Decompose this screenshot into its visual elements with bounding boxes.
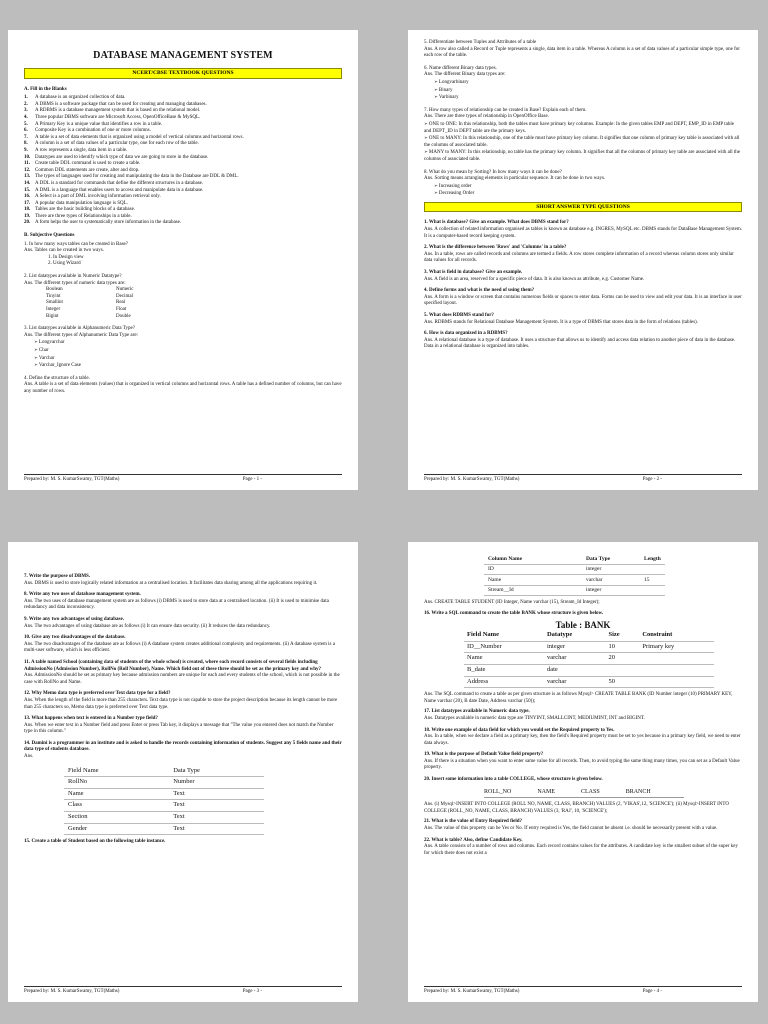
item-text: Tables are the basic building blocks of a database. [35, 207, 136, 213]
item-text: The types of languages used for creating and manipulating the data in the Database are DDL & DML. [35, 174, 239, 180]
item-text: A DBMS is a software package that can be used for creating and managing databases. [35, 101, 207, 107]
table-header: Field Name [64, 766, 169, 777]
list-item [24, 181, 342, 188]
table-cell: ID [484, 564, 582, 575]
table-cell: date [544, 664, 606, 676]
table-cell: 50 [606, 676, 640, 688]
item-text: There are three types of Relationships in a table. [35, 213, 132, 219]
qa-item [24, 574, 342, 587]
type-item: Smallint [46, 300, 63, 306]
table-cell: varchar [582, 575, 640, 586]
table-row [464, 676, 714, 688]
question: 8. What do you mean by Sorting? In how many ways it can be done? [424, 169, 562, 175]
footer-author: Prepared by: M. S. KumarSwamy, TGT(Maths) [424, 477, 520, 483]
list-item: ➢ Binary [434, 87, 742, 95]
relationship-list [424, 121, 742, 164]
table-cell: Text [169, 788, 264, 800]
qa-item [424, 313, 742, 326]
page-4 [408, 542, 758, 1002]
item-number: 16. [24, 194, 31, 200]
footer-author: Prepared by: M. S. KumarSwamy, TGT(Maths) [24, 989, 120, 995]
item-text: Create table DDL command is used to create a table. [35, 161, 141, 167]
list-item: ➢ Longvarchar [34, 339, 342, 347]
item-number: 11. [24, 161, 30, 167]
table-cell: 15 [640, 575, 665, 586]
section-heading: B. Subjective Questions [24, 233, 75, 239]
question: 8. Write any two uses of database management system. [24, 592, 141, 598]
qa-item [424, 728, 742, 748]
table-cell [606, 664, 640, 676]
binary-types-list [424, 79, 742, 102]
page-number: Page - 4 - [642, 989, 662, 995]
answer: Ans. The SQL command to create a table as per given structure is as follows Mysql> CREATE TABLE BANK (ID Number integer (10) PRIMARY KEY, Name varchar (20), B date Date, Address varchar (50)); [424, 692, 733, 704]
question: 22. What is table? Also, define Candidate Key. [424, 837, 523, 843]
answer: Ans. A table consists of a number of rows and columns. Each record contains values for the attributes. A candidate key is the smallest subset of the super key for which there does not exist a [424, 844, 738, 856]
question: 16. Write a SQL command to create the table BANK whose structure is given below. [424, 610, 604, 616]
table-row [484, 585, 665, 596]
list-item [24, 201, 342, 208]
item-text: A database is an organized collection of data. [35, 95, 126, 101]
college-col: CLASS [581, 788, 600, 795]
column-table [484, 554, 665, 596]
question: 17. List datatypes available in Numeric data type. [424, 709, 530, 715]
college-col: BRANCH [625, 788, 651, 795]
table-cell: Name [64, 788, 169, 800]
table-header: Size [606, 630, 640, 641]
table-cell: 20 [606, 653, 640, 665]
item-number: 5. [24, 121, 28, 127]
item-number: 18. [24, 207, 31, 213]
table-cell: Name [484, 575, 582, 586]
type-item: Tinyint [46, 293, 61, 299]
list-item: ➢ Longvarbinary [434, 79, 742, 87]
question: 19. What is the purpose of Default Value field property? [424, 752, 544, 758]
page-number: Page - 3 - [242, 989, 262, 995]
item-number: 9. [24, 147, 28, 153]
table-cell: 10 [606, 641, 640, 653]
table-header: Length [640, 554, 665, 564]
item-number: 19. [24, 213, 31, 219]
table-cell: Name [464, 653, 544, 665]
item-number: 6. [24, 128, 28, 134]
table-header: Field Name [464, 630, 544, 641]
section-heading: A. Fill in the Blanks [24, 86, 67, 92]
answer: Ans. A collection of related information organised as tables is known as database e.g. INGRES, MySQL etc. DBMS stands for DataBase Management System. It is a computer-based record keeping system. [424, 227, 742, 239]
question: 12. Why Memo data type is preferred over Text data type for a field? [24, 691, 171, 697]
list-item [24, 194, 342, 201]
question: 7. How many types of relationship can be created in Base? Explain each of them. [424, 107, 587, 113]
table-row [64, 823, 264, 835]
table-row [64, 788, 264, 800]
page-2 [408, 30, 758, 490]
list-item: ➢ Varchar [34, 355, 342, 363]
item-number: 13. [24, 174, 31, 180]
item-text: A form helps the user to systematically store information in the database. [35, 220, 182, 226]
item-number: 4. [24, 114, 28, 120]
list-item: ➢ Varbinary [434, 94, 742, 102]
answer: Ans. The different types of numeric data types are: [24, 280, 126, 286]
list-item: ➢ Varchar_Ignore Case [34, 362, 342, 370]
list-item [24, 122, 342, 129]
page-3 [8, 542, 358, 1002]
list-item: ➢ MANY to MANY: In this relationship, no table has the primary key column. It signifies that all the columns of primary key table are associated with all the columns of associated table. [424, 149, 742, 163]
list-item: ➢ ONE to ONE: In this relationship, both the tables must have primary key columns. Example: In the given tables EMP and DEPT, EMP_ID in EMP table and DEPT_ID in DEPT table are the primary keys. [424, 121, 742, 135]
question: 3. What is field in database? Give an example. [424, 270, 523, 276]
question: 14. Damini is a programmer in an institute and is asked to handle the records containing information of students. Suggest any 5 fields name and their data type of students database. [24, 740, 342, 753]
page-number: Page - 1 - [242, 477, 262, 483]
table-header: Column Name [484, 554, 582, 564]
item-text: A Primary Key is a unique value that identifies a row in a table. [35, 121, 163, 127]
answer: Ans. (i) Mysql>INSERT INTO COLLEGE (ROLL NO, NAME, CLASS, BRANCH) VALUES (2, 'VIKAS',12, 'SCIENCE'); (ii) Mysql>INSERT INTO COLLEGE (ROLL_NO, NAME, CLASS, BRANCH) VALUES (3, 'RAJ', 10, 'SCIENCE'); [424, 802, 729, 814]
item-number: 3. [24, 108, 28, 114]
list-item [24, 102, 342, 109]
table-cell: RollNo [64, 777, 169, 789]
qa-item [24, 660, 342, 686]
fill-blanks-list [24, 95, 342, 227]
list-item [24, 174, 342, 181]
table-cell: Text [169, 823, 264, 835]
question: 21. What is the value of Entry Required field? [424, 819, 523, 825]
item-number: 20. [24, 220, 31, 226]
table-cell [639, 664, 714, 676]
table-cell: Text [169, 812, 264, 824]
qa-item [24, 716, 342, 736]
item-text: A table is a set of data elements that is organized using a model of vertical columns and horizontal rows. [35, 134, 244, 140]
table-header-row [464, 630, 714, 641]
answer: Ans. The different Binary data types are: [424, 72, 506, 78]
college-col: NAME [537, 788, 556, 795]
question: 5. What does RDBMS stand for? [424, 313, 494, 318]
answer: Ans. The value of this property can be Yes or No. If entry required is Yes, the field cannot be absent i.e. should be necessarily present with a value. [424, 826, 718, 832]
answer: Ans. RDBMS stands for Relational Database Management System. It is a type of DBMS that stores data in the form of relations (tables). [424, 319, 698, 325]
short-answer-list [424, 220, 742, 351]
college-columns [484, 789, 684, 799]
table-header-row [64, 766, 264, 777]
list-item [24, 115, 342, 122]
item-number: 17. [24, 200, 31, 206]
question: 13. What happens when text is entered in a Number type field? [24, 716, 158, 722]
question: 10. Give any two disadvantages of the database. [24, 635, 126, 641]
item-text: A DDL is a standard for commands that define the different structures in a database. [35, 180, 204, 186]
table-cell: integer [582, 564, 640, 575]
list-item [24, 188, 342, 195]
table-cell: Section [64, 812, 169, 824]
answer: Ans. A relational database is a type of database. It uses a structure that allows us to identify and access data relation to another piece of data in the database. Data in a relational database is organized into tables. [424, 337, 736, 350]
question: 5. Differentiate between Tuples and Attributes of a table [424, 40, 537, 45]
answer: Ans. When we enter text in a Number field and press Enter or press Tab key, it displays a message that "The value you entered does not match the Number type in this column." [24, 722, 334, 735]
table-cell: varchar [544, 653, 606, 665]
type-item: Double [116, 313, 131, 319]
question: 18. Write one example of data field for which you would set the Required property to Yes. [424, 727, 615, 733]
item-number: 7. [24, 134, 28, 140]
page-footer [24, 474, 342, 484]
table-row [64, 800, 264, 812]
type-item: Bigint [46, 313, 59, 319]
qa-item [424, 838, 742, 858]
table-cell [640, 564, 665, 575]
list-item [24, 141, 342, 148]
answer: Ans. The two uses of database management system are as follows (i) DBMS is used to store data at a centralised location. (ii) It is used to minimise data redundancy and data inconsistency. [24, 598, 329, 611]
item-text: A popular data manipulation language is SQL. [35, 200, 128, 206]
table-header-row [484, 554, 665, 564]
qa-item [24, 635, 342, 655]
list-item [24, 148, 342, 155]
list-item [24, 214, 342, 221]
answer: Ans. There are three types of relationship in OpenOffice Base. [424, 114, 549, 120]
answer: Ans. A table is a set of data elements (values) that is organized in vertical columns and horizontal rows. A table has a defined number of columns, but can have any number of rows. [24, 382, 342, 394]
item-number: 2. [24, 101, 28, 107]
qa-item [424, 777, 742, 784]
page-1 [8, 30, 358, 490]
page-number: Page - 2 - [642, 477, 662, 483]
list-item [24, 220, 342, 227]
student-fields-table [64, 766, 264, 836]
qa-item [424, 331, 742, 351]
question: 20. Insert some information into a table COLLEGE, whose structure is given below. [424, 777, 603, 783]
footer-author: Prepared by: M. S. KumarSwamy, TGT(Maths) [424, 989, 520, 995]
answer: Ans. The two disadvantages of the database are as follows (i) A database system creates additional complexity and requirements. (ii) A database system is a multi-user software, which is less efficient. [24, 641, 335, 654]
page-footer [24, 986, 342, 996]
table-cell: Text [169, 800, 264, 812]
list-item [24, 108, 342, 115]
table-cell: Gender [64, 823, 169, 835]
qa-item [424, 270, 742, 283]
section-band: NCERT/CBSE TEXTBOOK QUESTIONS [24, 68, 342, 79]
question: 2. What is the difference between 'Rows' and 'Columns' in a table? [424, 245, 567, 251]
bank-table-title: Table : BANK [555, 619, 611, 630]
item-text: A DML is a language that enables users to access and manipulate data in a database. [35, 187, 204, 193]
table-cell: Address [464, 676, 544, 688]
qa-item [424, 819, 742, 832]
list-item: ➢ Char [34, 347, 342, 355]
question: 4. Define forms and what is the need of using them? [424, 288, 535, 294]
qa-item [24, 617, 342, 630]
qa-item [424, 245, 742, 265]
question: 3. List datatypes available in Alphanumeric Data Type? [24, 326, 135, 332]
table-row [484, 564, 665, 575]
item-number: 10. [24, 154, 31, 160]
answer-list [48, 255, 342, 268]
table-header: Datatype [544, 630, 606, 641]
item-text: Composite Key is a combination of one or more columns. [35, 128, 151, 134]
page-footer [424, 474, 742, 484]
item-text: A Select is a part of DML involving information retrieval only. [35, 194, 161, 200]
table-cell: integer [582, 585, 640, 596]
table-row [64, 812, 264, 824]
list-item [24, 95, 342, 102]
bank-table [464, 630, 714, 688]
list-item: 2. Using Wizard [48, 261, 81, 267]
table-cell: B_date [464, 664, 544, 676]
type-item: Numeric [116, 287, 134, 293]
qa-item [24, 691, 342, 711]
document-title: DATABASE MANAGEMENT SYSTEM [93, 50, 273, 61]
answer: Ans. Datatypes available in numeric data type are TINYINT, SMALLCINT, MEDIUMINT, INT and BIGINT. [424, 715, 645, 721]
question: 6. Name different Binary data types. [424, 65, 497, 71]
answer: Ans. Sorting means arranging elements in particular sequence. It can be done in two ways. [424, 176, 606, 182]
item-number: 14. [24, 180, 31, 186]
question: 15. Create a table of Student based on the following table instance. [24, 839, 166, 845]
answer: Ans. In a table, rows are called records and columns are termed a fields. A row stores complete information of a record whereas column stores only similar data values for all records. [424, 251, 734, 264]
item-text: A column is a set of data values of a particular type, one for each row of the table. [35, 141, 199, 147]
table-row [464, 653, 714, 665]
qa-item [24, 592, 342, 612]
type-item: Integer [46, 307, 61, 312]
section-band: SHORT ANSWER TYPE QUESTIONS [424, 202, 742, 213]
question: 1. What is database? Give an example. What does DBMS stand for? [424, 220, 569, 226]
type-item: Boolean [46, 287, 63, 293]
type-item: Float [116, 307, 127, 312]
list-item [24, 207, 342, 214]
qa-item [424, 220, 742, 240]
item-text: A RDBMS is a database management system that is based on the relational model. [35, 108, 201, 114]
question: 2. List datatypes available in Numeric Datatype? [24, 274, 122, 280]
qa-item [24, 741, 342, 761]
answer: Ans. If there is a situation when you want to enter same value for all records. Then, to avoid typing the same thing many times, you can set as a Default Value property. [424, 758, 740, 771]
footer-author: Prepared by: M. S. KumarSwamy, TGT(Maths) [24, 477, 120, 483]
item-text: Common DDL statements are create, alter and drop. [35, 167, 140, 173]
table-cell: Primary key [639, 641, 714, 653]
college-col: ROLL_NO [484, 788, 512, 795]
qa-list [24, 574, 342, 761]
table-row [464, 641, 714, 653]
table-cell: Class [64, 800, 169, 812]
qa-item [424, 288, 742, 308]
alpha-types-list [24, 339, 342, 369]
answer: Ans. In a table, when we declare a field as a primary key, then the field's Required property must be set to yes because in a primary key field, we need to enter data always. [424, 734, 741, 746]
list-item: ➢ ONE to MANY: In this relationship, one of the table must have primary key column. It signifies that one column of primary key table is associated with all the columns of associated table. [424, 135, 742, 149]
table-row [464, 664, 714, 676]
list-item [24, 135, 342, 142]
table-cell: varchar [544, 676, 606, 688]
table-cell: integer [544, 641, 606, 653]
qa-item [424, 709, 742, 722]
answer: Ans. A form is a window or screen that contains numerous fields or spaces to enter data. Forms can be used to view and edit your data. It is an interface in user specified layout. [424, 294, 742, 307]
answer: Ans. CREATE TABLE STUDENT (ID Integer, Name varchar (15), Stream_Id Integer); [424, 600, 600, 606]
item-number: 12. [24, 167, 31, 173]
list-item [24, 128, 342, 135]
table-cell [640, 585, 665, 596]
item-text: Three popular DBMS software are Microsoft Access, OpenOfficeBase & MySQL. [35, 114, 201, 120]
list-item [24, 155, 342, 162]
question: 9. Write any two advantages of using database. [24, 616, 124, 622]
question: 1. In how many ways tables can be created in Base? [24, 241, 128, 247]
answer: Ans. A row also called a Record or Tuple represents a single, data item in a table. Whereas A column is a set of data values of a particular simple type, one for each row of the table. [424, 46, 740, 59]
answer: Ans. Tables can be created in two ways. [24, 248, 104, 254]
item-number: 15. [24, 187, 31, 193]
answer: Ans. [24, 754, 34, 760]
table-cell: Number [169, 777, 264, 789]
table-row [64, 777, 264, 789]
answer: Ans. The two advantages of using database are as follows (i) It can ensure data security. (ii) It reduces the data redundancy. [24, 623, 271, 629]
question: 4. Define the structure of a table. [24, 375, 90, 381]
item-text: Datatypes are used to identify which type of data we are going to store in the database. [35, 154, 209, 160]
qa-list [424, 819, 742, 857]
answer: Ans. AdmissionNo should be set as primary key because admission numbers are unique for each and every students of the school, which is not possible in the case with RollNo and Name. [24, 673, 340, 685]
numeric-types-grid [46, 287, 342, 320]
qa-item [424, 752, 742, 772]
answer: Ans. DBMS is used to store logically related information at a centralised location. It facilitates data sharing among all the applications requiring it. [24, 580, 318, 586]
list-item [24, 161, 342, 168]
item-text: A row represents a single, data item in a table. [35, 147, 128, 153]
list-item [24, 168, 342, 175]
type-item: Real [116, 300, 126, 306]
item-number: 1. [24, 95, 28, 101]
question: 6. How is data organized in a RDBMS? [424, 331, 508, 337]
question: 11. A table named School (containing data of students of the whole school) is created, where each record consists of several fields including AdmissionNo (Admission Number), RollNo (Roll Number), Name. Which field out of these three should be set as the primary key and why? [24, 659, 322, 672]
page-footer [424, 986, 742, 996]
answer: Ans. When the length of the field is more than 255 characters. Text data type is not capable to store the project description because its length cannot be more than 255 characters so, Memo data type is preferred over Text data type. [24, 697, 338, 710]
list-item: ➢ Decreasing Order [434, 190, 742, 198]
qa-list [424, 709, 742, 783]
answer: Ans. The different types of Alphanumeric Data Type are: [24, 332, 138, 338]
list-item: 1. In Design view [48, 254, 84, 260]
question: 7. Write the purpose of DBMS. [24, 574, 91, 579]
table-header: Data Type [169, 766, 264, 777]
item-number: 8. [24, 141, 28, 147]
table-header: Constraint [639, 630, 714, 641]
table-cell: Stream__Id [484, 585, 582, 596]
table-cell: ID__Number [464, 641, 544, 653]
table-cell [639, 676, 714, 688]
answer: Ans. A field is an area, reserved for a specific piece of data. It is also known as attribute, e.g. Customer Name. [424, 276, 645, 282]
sort-list [424, 183, 742, 198]
type-item: Decimal [116, 293, 133, 299]
table-cell [639, 653, 714, 665]
table-header: Data Type [582, 554, 640, 564]
table-row [484, 575, 665, 586]
list-item: ➢ Increasing order [434, 183, 742, 191]
